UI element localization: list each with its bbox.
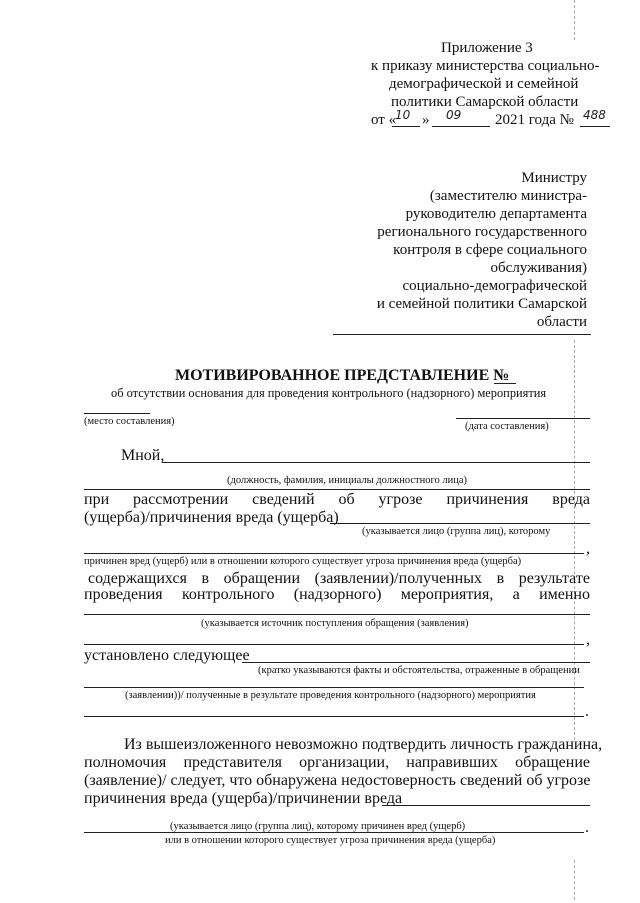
addressee-line: социально-демографической	[402, 278, 587, 294]
paragraph-3-line-4: причинения вреда (ущерба)/причинении вреда	[84, 790, 403, 807]
addressee-line: области	[536, 314, 587, 330]
facts-line	[242, 662, 590, 663]
source-label: (указывается источник поступления обращения (заявления)	[201, 618, 469, 629]
word: в	[201, 570, 210, 587]
scan-edge-mark-top	[574, 0, 575, 40]
date-day-handwritten: 10	[395, 108, 411, 122]
document-number-line	[494, 383, 516, 384]
addressee-line: руководителю департамента	[405, 206, 587, 222]
scan-edge-mark-middle	[574, 340, 575, 740]
word: обращение	[515, 754, 590, 771]
facts-line-2	[84, 687, 584, 688]
word: организации,	[299, 754, 390, 771]
word: об	[338, 491, 355, 508]
word: сведений	[252, 491, 315, 508]
word: контрольного	[181, 586, 275, 603]
affected-person-hint-b: причинен вред (ущерб) или в отношении которого существует угроза причинения вреда (ущерба)	[84, 556, 522, 567]
period: .	[585, 703, 589, 720]
document-subtitle: об отсутствии основания для проведения контрольного (надзорного) мероприятия	[111, 386, 547, 400]
addressee-line: (заместителю министра-	[429, 188, 587, 204]
word: в	[496, 570, 505, 587]
word: причинения	[446, 491, 529, 508]
source-line	[84, 614, 590, 615]
document-title: МОТИВИРОВАННОЕ ПРЕДСТАВЛЕНИЕ №	[175, 367, 510, 384]
word: вреда	[552, 491, 590, 508]
official-line	[162, 462, 590, 463]
paragraph-3-line-1: Из вышеизложенного невозможно подтвердить личность гражданина,	[124, 736, 603, 753]
place-label: (место составления)	[84, 416, 175, 427]
paragraph-1-line-2: (ущерба)/причинения вреда (ущерба)	[84, 509, 339, 526]
date-line	[456, 418, 590, 419]
facts-line-3	[84, 716, 584, 717]
date-month-line	[432, 126, 490, 127]
date-month-handwritten: 09	[446, 108, 462, 122]
date-year-text: 2021 года №	[495, 112, 574, 128]
bottom-hint-a: (указывается лицо (группа лиц), которому причинен вред (ущерб)	[170, 821, 466, 832]
addressee-line: и семейной политики Самарской	[376, 296, 587, 312]
word: именно	[539, 586, 590, 603]
word: при	[84, 491, 110, 508]
order-number-handwritten: 488	[583, 108, 606, 122]
word: угрозе	[378, 491, 423, 508]
bottom-hint-b: или в отношении которого существует угроза причинения вреда (ущерба)	[165, 835, 496, 846]
affected-person-line	[330, 523, 590, 524]
word: рассмотрении	[133, 491, 229, 508]
word: мероприятия,	[400, 586, 494, 603]
addressee-line: контроля в сфере социального	[393, 242, 587, 258]
official-label: (должность, фамилия, инициалы должностного лица)	[227, 475, 468, 486]
addressee-line: обслуживания)	[490, 260, 587, 276]
word: направивших	[406, 754, 498, 771]
word: (надзорного)	[293, 586, 382, 603]
period: .	[585, 819, 589, 836]
date-label: (дата составления)	[465, 421, 549, 432]
date-mid: »	[422, 112, 430, 128]
word: проведения	[84, 586, 163, 603]
word: полномочия	[84, 754, 167, 771]
annex-line-2: демографической и семейной	[389, 76, 579, 92]
order-number-line	[580, 126, 610, 127]
paragraph-3-line-3: (заявление)/ следует, что обнаружена недостоверность сведений об угрозе	[84, 772, 591, 789]
facts-hint-b: (заявлении))/ полученные в результате проведения контрольного (надзорного) мероприятия	[125, 690, 536, 701]
addressee-signature-line	[333, 334, 591, 335]
affected-person-hint-a: (указывается лицо (группа лиц), которому	[362, 526, 551, 537]
comma: ,	[586, 631, 590, 648]
place-line	[84, 413, 150, 414]
facts-hint-a: (кратко указываются факты и обстоятельства, отраженные в обращении	[258, 665, 580, 676]
bottom-person-line	[382, 805, 590, 806]
word: а	[512, 586, 520, 603]
word: (заявлении)/полученных	[314, 570, 482, 587]
paragraph-2-line-2	[84, 584, 590, 605]
scan-edge-mark-bottom	[574, 860, 575, 900]
annex-line-3: политики Самарской области	[391, 94, 579, 110]
by-me-text: Мной,	[121, 447, 165, 464]
affected-person-line-2	[84, 553, 584, 554]
word: представителя	[183, 754, 282, 771]
date-day-line	[392, 126, 420, 127]
word: результате	[518, 570, 590, 587]
comma: ,	[586, 540, 590, 557]
word: содержащихся	[88, 570, 187, 587]
annex-line-1: к приказу министерства социально-	[371, 58, 600, 74]
addressee-line: регионального государственного	[377, 224, 587, 240]
addressee-line: Министру	[521, 170, 587, 186]
annex-title: Приложение 3	[441, 40, 533, 56]
word: обращении	[223, 570, 301, 587]
date-prefix: от «	[371, 112, 397, 128]
established-text: установлено следующее	[84, 647, 250, 664]
